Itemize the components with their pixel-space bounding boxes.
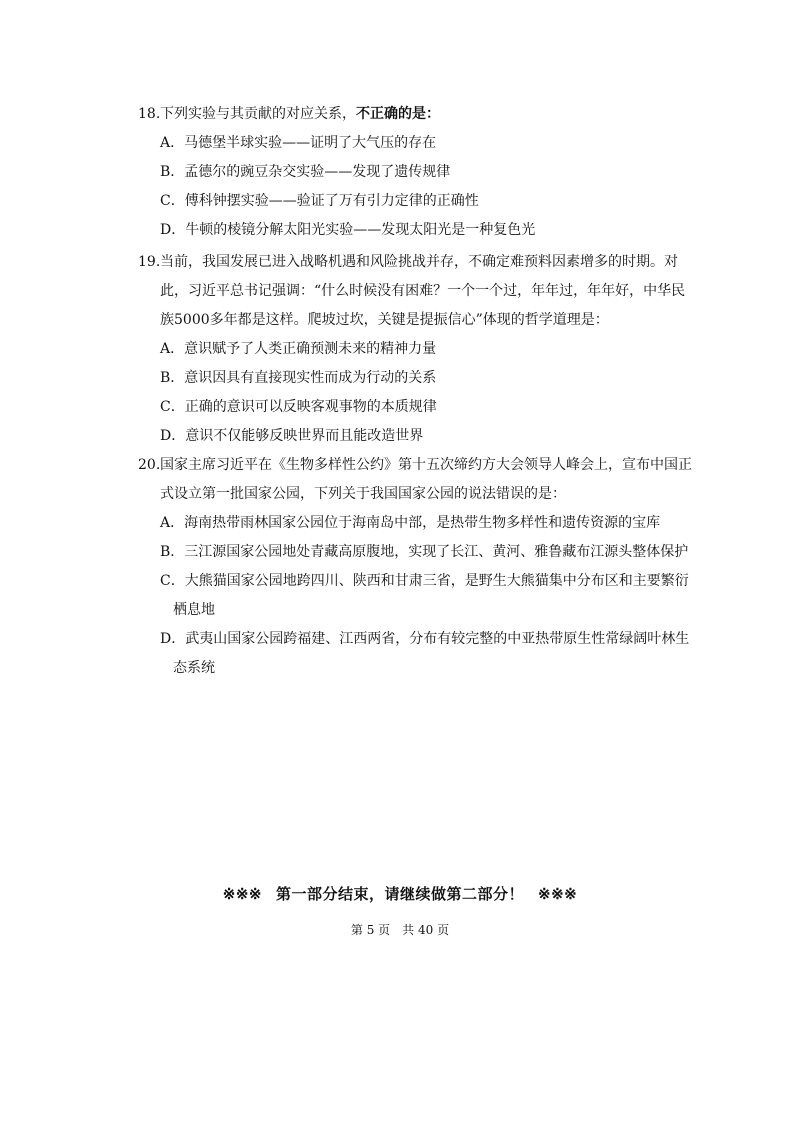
option-b: B．意识因具有直接现实性而成为行动的关系: [160, 370, 437, 386]
option-d-continued: 态系统: [173, 660, 215, 676]
page-number: 第 5 页 共 40 页: [350, 923, 450, 937]
option-b: B．孟德尔的豌豆杂交实验——发现了遗传规律: [160, 164, 451, 180]
option-b: B．三江源国家公园地处青藏高原腹地，实现了长江、黄河、雅鲁藏布江源头整体保护: [160, 544, 689, 560]
question-19-stem-line-2: 此，习近平总书记强调：“什么时候没有困难？一个一个过，年年过，年年好，中华民: [160, 283, 686, 299]
question-20: [138, 451, 698, 683]
option-c: C．正确的意识可以反映客观事物的本质规律: [160, 399, 437, 415]
question-number: 19.: [138, 254, 161, 270]
stem-emphasis: 不正确的是：: [356, 106, 440, 122]
question-number: 18.: [138, 106, 161, 122]
stem-text: 当前，我国发展已进入战略机遇和风险挑战并存，不确定难预料因素增多的时期。对: [160, 254, 678, 270]
stem-text: 下列实验与其贡献的对应关系，: [160, 106, 356, 122]
question-number: 20.: [138, 457, 161, 473]
question-20-stem-line-1: [138, 451, 698, 480]
option-d: D．武夷山国家公园跨福建、江西两省，分布有较完整的中亚热带原生性常绿阔叶林生: [160, 631, 690, 647]
option-c: C．大熊猫国家公园地跨四川、陕西和甘肃三省，是野生大熊猫集中分布区和主要繁衍: [160, 573, 689, 589]
stem-text: 国家主席习近平在《生物多样性公约》第十五次缔约方大会领导人峰会上，宣布中国正: [160, 457, 692, 473]
option-a: A．海南热带雨林国家公园位于海南岛中部，是热带生物多样性和遗传资源的宝库: [160, 515, 661, 531]
option-d: D．牛顿的棱镜分解太阳光实验——发现太阳光是一种复色光: [160, 222, 536, 238]
question-20-stem-line-2: 式设立第一批国家公园，下列关于我国国家公园的说法错误的是：: [160, 486, 566, 502]
option-a: A．马德堡半球实验——证明了大气压的存在: [160, 135, 437, 151]
question-19-stem-line-1: [138, 248, 698, 277]
option-c: C．傅科钟摆实验——验证了万有引力定律的正确性: [160, 193, 479, 209]
option-c-continued: 栖息地: [173, 602, 215, 618]
option-a: A．意识赋予了人类正确预测未来的精神力量: [160, 341, 437, 357]
question-19: [138, 248, 698, 451]
section-end-notice: [0, 883, 800, 904]
question-18-stem: [138, 100, 698, 129]
question-18: [138, 100, 698, 245]
ornament-marks-left: ※※※: [222, 885, 262, 903]
option-d: D．意识不仅能够反映世界而且能改造世界: [160, 428, 424, 444]
ornament-marks-right: ※※※: [538, 885, 578, 903]
section-end-text: 第一部分结束，请继续做第二部分！: [275, 885, 524, 903]
question-19-stem-line-3: 族5000多年都是这样。爬坡过坎，关键是提振信心”体现的哲学道理是：: [160, 312, 609, 328]
